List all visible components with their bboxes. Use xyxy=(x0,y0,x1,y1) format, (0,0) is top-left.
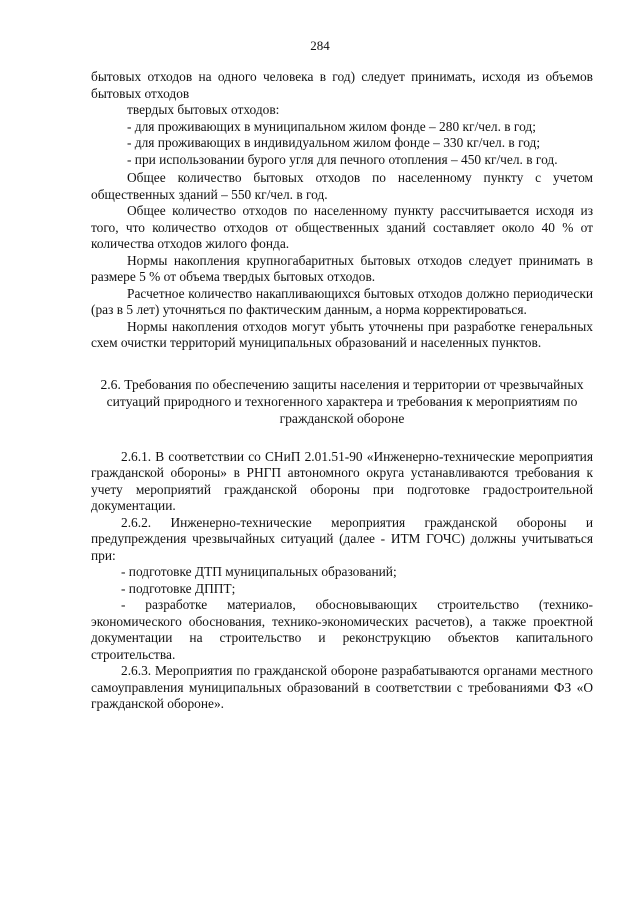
list-item: - подготовке ДППТ; xyxy=(121,580,236,596)
list-item: - для проживающих в муниципальном жилом фонде – 280 кг/чел. в год; xyxy=(127,118,536,134)
paragraph: Общее количество бытовых отходов по населенному пункту с учетом общественных зданий – 550 кг/чел. в год. xyxy=(91,170,593,202)
paragraph: 2.6.3. Мероприятия по гражданской обороне разрабатываются органами местного самоуправления муниципальных образований в соответствии с требованиями ФЗ «О гражданской обороне». xyxy=(91,663,593,711)
section-heading: 2.6. Требования по обеспечению защиты населения и территории от чрезвычайных ситуаций природного и техногенного характера и требования к мероприятиям по гражданской обороне xyxy=(100,376,584,426)
list-item: - для проживающих в индивидуальном жилом фонде – 330 кг/чел. в год; xyxy=(127,135,541,150)
paragraph: бытовых отходов на одного человека в год) следует принимать, исходя из объемов бытовых отходов xyxy=(91,69,593,101)
paragraph: твердых бытовых отходов: xyxy=(127,102,280,117)
list-item: - при использовании бурого угля для печного отопления – 450 кг/чел. в год. xyxy=(127,151,558,167)
paragraph: Нормы накопления отходов могут убыть уточнены при разработке генеральных схем очистки территорий муниципальных образований и населенных пунктов. xyxy=(91,318,593,350)
document-body xyxy=(91,0,593,713)
paragraph: Расчетное количество накапливающихся бытовых отходов должно периодически (раз в 5 лет) уточняться по фактическим данным, а норма корректироваться. xyxy=(91,285,593,317)
list-item: - подготовке ДТП муниципальных образований; xyxy=(121,564,397,579)
paragraph: Общее количество отходов по населенному пункту рассчитывается исходя из того, что количество отходов от общественных зданий составляет около 40 % от количества отходов жилого фонда. xyxy=(91,203,593,251)
list-item: - разработке материалов, обосновывающих строительство (технико-экономического обоснования, технико-экономических расчетов), а также проектной документации на строительство и реконструкцию объектов капитального строительства. xyxy=(91,597,593,662)
page-number: 284 xyxy=(310,38,330,53)
paragraph: 2.6.2. Инженерно-технические мероприятия гражданской обороны и предупреждения чрезвычайных ситуаций (далее - ИТМ ГОЧС) должны учитываться при: xyxy=(91,514,593,563)
paragraph: Нормы накопления крупногабаритных бытовых отходов следует принимать в размере 5 % от объема твердых бытовых отходов. xyxy=(91,252,593,284)
paragraph: 2.6.1. В соответствии со СНиП 2.01.51-90 «Инженерно-технические мероприятия гражданской обороны» в РНГП автономного округа устанавливаются требования к учету мероприятий гражданской обороны при подготовке градостроительной документации. xyxy=(91,448,593,513)
